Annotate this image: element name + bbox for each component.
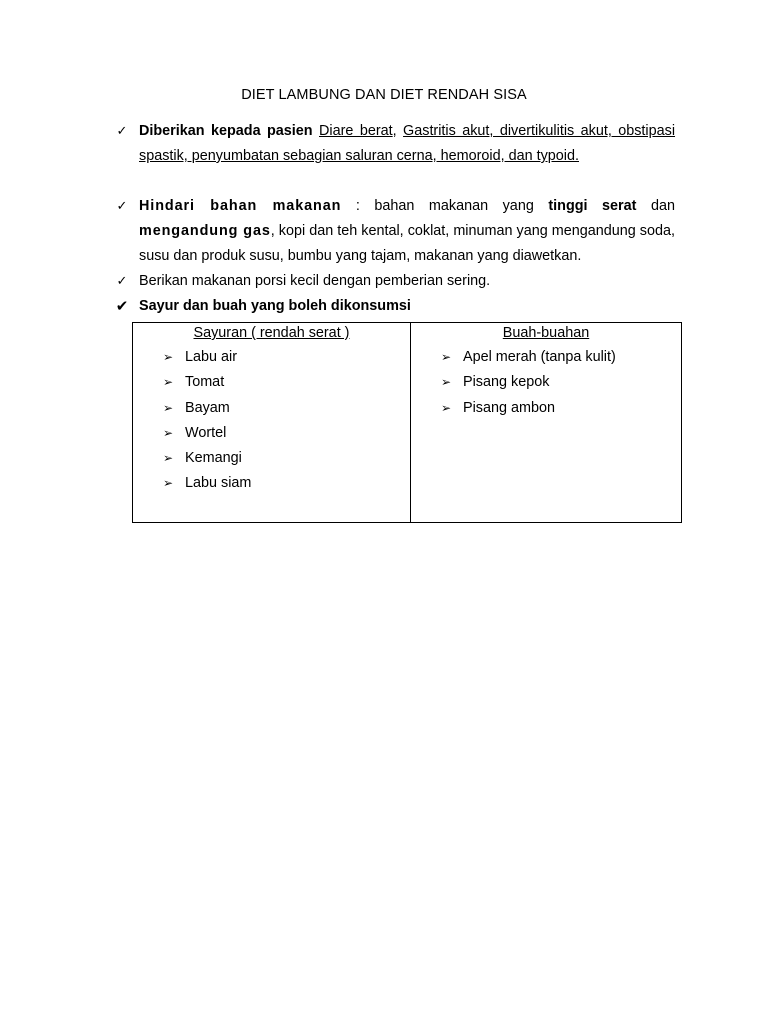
arrowhead-right-icon: ➢ <box>441 375 452 390</box>
list-item: ➢ Pisang ambon <box>441 396 616 421</box>
vegetables-list <box>163 345 251 497</box>
bullet-small-portions <box>112 269 675 294</box>
list-item: ➢ Labu air <box>163 345 251 370</box>
list-item: ➢ Apel merah (tanpa kulit) <box>441 345 616 370</box>
list-item: ➢ Pisang kepok <box>441 370 616 395</box>
check-icon: ✔ <box>115 297 129 315</box>
bullet-text: , kopi dan teh kental, coklat, minuman yang mengandung soda, susu dan produk susu, bumbu yang tajam, makanan yang diawetkan. <box>139 223 676 264</box>
vegetables-header: Sayuran ( rendah serat ) <box>193 325 350 341</box>
bullet-lead: Hindari bahan makanan <box>139 198 342 214</box>
vegetables-column <box>133 323 411 522</box>
bullet-text: : bahan makanan yang <box>341 198 549 214</box>
condition-diare: Diare berat <box>319 123 393 139</box>
arrowhead-right-icon: ➢ <box>441 350 452 364</box>
bullet-bold-gas: mengandung gas <box>139 223 271 239</box>
arrowhead-right-icon: ➢ <box>163 476 174 491</box>
bullet-bold-fiber: tinggi serat <box>548 198 637 214</box>
food-table <box>132 322 682 523</box>
bullet-text: dan <box>636 198 675 214</box>
bullet-lead: Diberikan kepada pasien <box>139 123 313 139</box>
check-icon: ✓ <box>116 124 128 139</box>
list-item: ➢ Tomat <box>163 370 251 395</box>
check-icon: ✓ <box>116 199 128 214</box>
bullet-list <box>112 119 675 319</box>
arrowhead-right-icon: ➢ <box>163 451 174 466</box>
bullet-avoid-foods <box>112 194 675 269</box>
list-item: ➢ Bayam <box>163 396 251 421</box>
bullet-text: Berikan makanan porsi kecil dengan pemberian sering. <box>139 273 491 289</box>
list-item: ➢ Kemangi <box>163 446 251 471</box>
arrowhead-right-icon: ➢ <box>163 350 174 364</box>
list-item: ➢ Wortel <box>163 421 251 446</box>
arrowhead-right-icon: ➢ <box>441 400 452 415</box>
bullet-heading: Sayur dan buah yang boleh dikonsumsi <box>139 298 411 314</box>
list-item: ➢ Labu siam <box>163 471 251 496</box>
condition-list: Gastritis akut, divertikulitis akut, obstipasi spastik, penyumbatan sebagian saluran cerna, hemoroid, dan typoid. <box>139 123 676 164</box>
separator: , <box>392 123 397 139</box>
bullet-allowed-foods <box>112 294 675 319</box>
page-title: DIET LAMBUNG DAN DIET RENDAH SISA <box>241 87 527 103</box>
fruits-column <box>411 323 681 522</box>
bullet-patients <box>112 119 675 194</box>
arrowhead-right-icon: ➢ <box>163 425 174 440</box>
arrowhead-right-icon: ➢ <box>163 400 174 415</box>
fruits-header: Buah-buahan <box>502 325 590 341</box>
check-icon: ✓ <box>116 274 128 289</box>
fruits-list <box>441 345 616 421</box>
arrowhead-right-icon: ➢ <box>163 375 174 390</box>
